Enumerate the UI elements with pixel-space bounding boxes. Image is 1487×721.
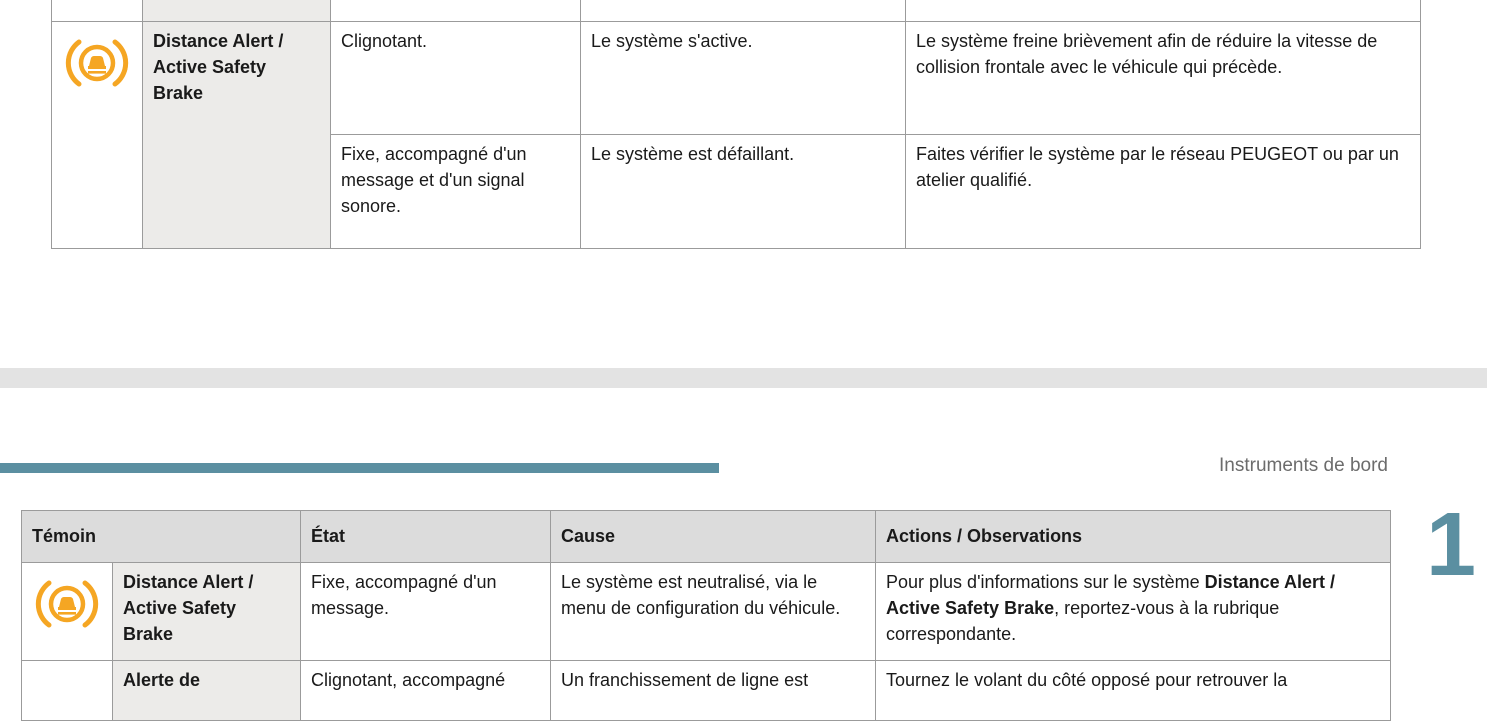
cause-cell: Le système s'active. [581,22,906,135]
page-separator [0,368,1487,388]
cause-cell: Le système est neutralisé, via le menu de configuration du véhicule. [551,563,876,661]
warning-lights-table-continued [51,0,1421,249]
action-cell: Tournez le volant du côté opposé pour retrouver la [876,661,1391,721]
table-row [52,22,1421,135]
indicator-cell [22,661,113,721]
action-cell: Pour plus d'informations sur le système Distance Alert / Active Safety Brake, reportez-vous à la rubrique correspondante. [876,563,1391,661]
table-row [22,661,1391,721]
chapter-number: 1 [1426,495,1477,595]
action-cell: Faites vérifier le système par le réseau PEUGEOT ou par un atelier qualifié. [906,135,1421,249]
section-title: Instruments de bord [1219,455,1388,476]
current-page [0,388,1487,690]
column-header-etat: État [301,511,551,563]
cause-cell: Un franchissement de ligne est [551,661,876,721]
indicator-name: Distance Alert / Active Safety Brake [143,22,331,249]
cause-cell: Le système est défaillant. [581,135,906,249]
table-row [52,0,1421,22]
state-cell: Clignotant. [331,22,581,135]
action-cell: Le système freine brièvement afin de réduire la vitesse de collision frontale avec le véhicule qui précède. [906,22,1421,135]
column-header-cause: Cause [551,511,876,563]
section-header-bar [0,463,719,473]
state-cell: Fixe, accompagné d'un message. [301,563,551,661]
column-header-temoin: Témoin [22,511,301,563]
indicator-cell [22,563,113,661]
state-cell: Clignotant, accompagné [301,661,551,721]
warning-lights-table [21,510,1391,721]
distance-alert-warning-icon [36,577,98,631]
indicator-name: Distance Alert / Active Safety Brake [113,563,301,661]
column-header-actions: Actions / Observations [876,511,1391,563]
action-emphasis: Distance Alert / Active Safety Brake [886,572,1335,618]
indicator-cell [52,22,143,249]
state-cell: Fixe, accompagné d'un message et d'un signal sonore. [331,135,581,249]
table-row [22,563,1391,661]
table-header-row [22,511,1391,563]
indicator-name: Alerte de [113,661,301,721]
distance-alert-warning-icon [66,36,128,90]
